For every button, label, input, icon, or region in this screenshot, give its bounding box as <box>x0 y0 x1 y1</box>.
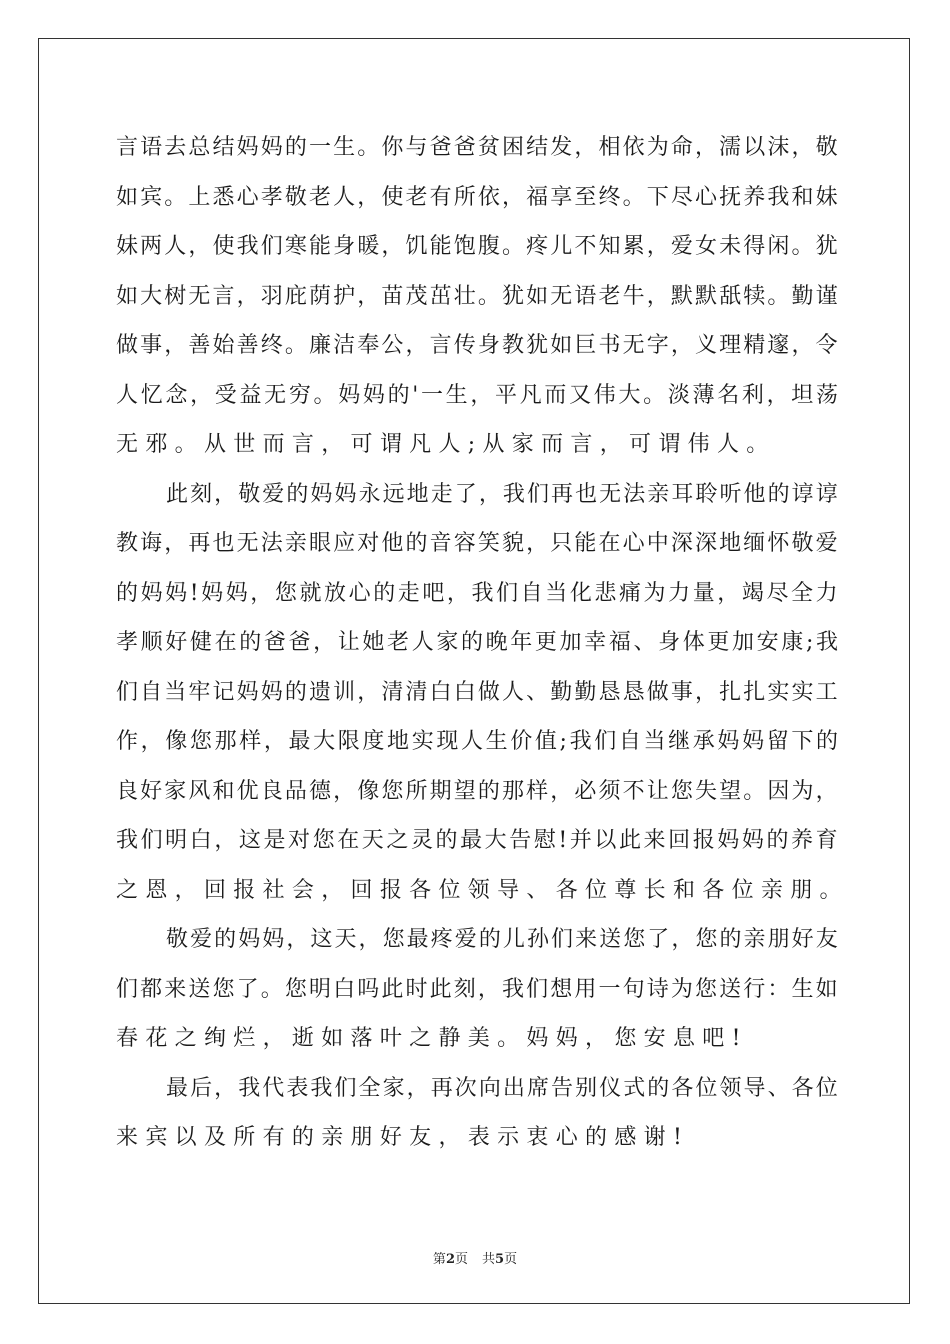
text-line: 孝 顺 好 健 在 的 爸 爸 ， 让 她 老 人 家 的 晚 年 更 加 幸 福 、 身 体 更 加 安 康 ; 我 <box>116 630 838 655</box>
footer-total-pages: 5 <box>495 1252 505 1267</box>
text-line: 的 妈 妈 ! 妈 妈 ， 您 就 放 心 的 走 吧 ， 我 们 自 当 化 悲 痛 为 力 量 ， 竭 尽 全 力 <box>116 580 838 606</box>
text-line: 春 花 之 绚 烂 ， 逝 如 落 叶 之 静 美 。 妈 妈 ， 您 安 息 吧 ! <box>116 1026 741 1051</box>
text-line: 之 恩 ， 回 报 社 会 ， 回 报 各 位 领 导 、 各 位 尊 长 和 各 位 亲 朋 。 <box>116 877 842 903</box>
footer-total-suffix: 页 <box>504 1252 518 1267</box>
text-line: 教 诲 ， 再 也 无 法 亲 眼 应 对 他 的 音 容 笑 貌 ， 只 能 在 心 中 深 深 地 缅 怀 敬 爱 <box>116 531 838 556</box>
page-footer <box>0 1248 950 1267</box>
text-line: 敬 爱 的 妈 妈 ， 这 天 ， 您 最 疼 爱 的 儿 孙 们 来 送 您 了 ， 您 的 亲 朋 好 友 <box>166 927 838 952</box>
text-line: 良 好 家 风 和 优 良 品 德 ， 像 您 所 期 望 的 那 样 ， 必 须 不 让 您 失 望 。 因 为 ， <box>116 778 838 804</box>
text-line: 最 后 ， 我 代 表 我 们 全 家 ， 再 次 向 出 席 告 别 仪 式 的 各 位 领 导 、 各 位 <box>166 1075 838 1101</box>
text-line: 我 们 明 白 ， 这 是 对 您 在 天 之 灵 的 最 大 告 慰 ! 并 以 此 来 回 报 妈 妈 的 养 育 <box>116 828 838 853</box>
footer-page-number: 2 <box>445 1252 455 1267</box>
text-line: 此 刻 ， 敬 爱 的 妈 妈 永 远 地 走 了 ， 我 们 再 也 无 法 亲 耳 聆 听 他 的 谆 谆 <box>166 481 838 507</box>
footer-page-suffix: 页 <box>454 1252 468 1267</box>
text-line: 们 都 来 送 您 了 。 您 明 白 吗 此 时 此 刻 ， 我 们 想 用 一 句 诗 为 您 送 行 ： 生 如 <box>116 976 838 1002</box>
text-line: 无 邪 。 从 世 而 言 ， 可 谓 凡 人 ; 从 家 而 言 ， 可 谓 伟 人 。 <box>116 432 769 457</box>
text-line: 如 宾 。 上 悉 心 孝 敬 老 人 ， 使 老 有 所 依 ， 福 享 至 终 。 下 尽 心 抚 养 我 和 妹 <box>116 184 838 210</box>
footer-total-prefix: 共 <box>482 1252 496 1267</box>
document-body <box>116 128 842 1168</box>
text-line: 言 语 去 总 结 妈 妈 的 一 生 。 你 与 爸 爸 贫 困 结 发 ， 相 依 为 命 ， 濡 以 沫 ， 敬 <box>116 135 838 160</box>
footer-page-prefix: 第 <box>432 1252 446 1267</box>
text-line: 妹 两 人 ， 使 我 们 寒 能 身 暖 ， 饥 能 饱 腹 。 疼 儿 不 知 累 ， 爱 女 未 得 闲 。 犹 <box>116 234 838 259</box>
text-line: 人 忆 念 ， 受 益 无 穷 。 妈 妈 的 ' 一 生 ， 平 凡 而 又 伟 大 。 淡 薄 名 利 ， 坦 荡 <box>116 382 838 408</box>
text-line: 作 ， 像 您 那 样 ， 最 大 限 度 地 实 现 人 生 价 值 ; 我 们 自 当 继 承 妈 妈 留 下 的 <box>116 729 838 754</box>
text-line: 们 自 当 牢 记 妈 妈 的 遗 训 ， 清 清 白 白 做 人 、 勤 勤 恳 恳 做 事 ， 扎 扎 实 实 工 <box>116 679 838 705</box>
text-line: 如 大 树 无 言 ， 羽 庇 荫 护 ， 苗 茂 茁 壮 。 犹 如 无 语 老 牛 ， 默 默 舐 犊 。 勤 谨 <box>116 283 838 309</box>
text-line: 来 宾 以 及 所 有 的 亲 朋 好 友 ， 表 示 衷 心 的 感 谢 ! <box>116 1125 682 1150</box>
text-line: 做 事 ， 善 始 善 终 。 廉 洁 奉 公 ， 言 传 身 教 犹 如 巨 书 无 字 ， 义 理 精 邃 ， 令 <box>116 333 838 358</box>
